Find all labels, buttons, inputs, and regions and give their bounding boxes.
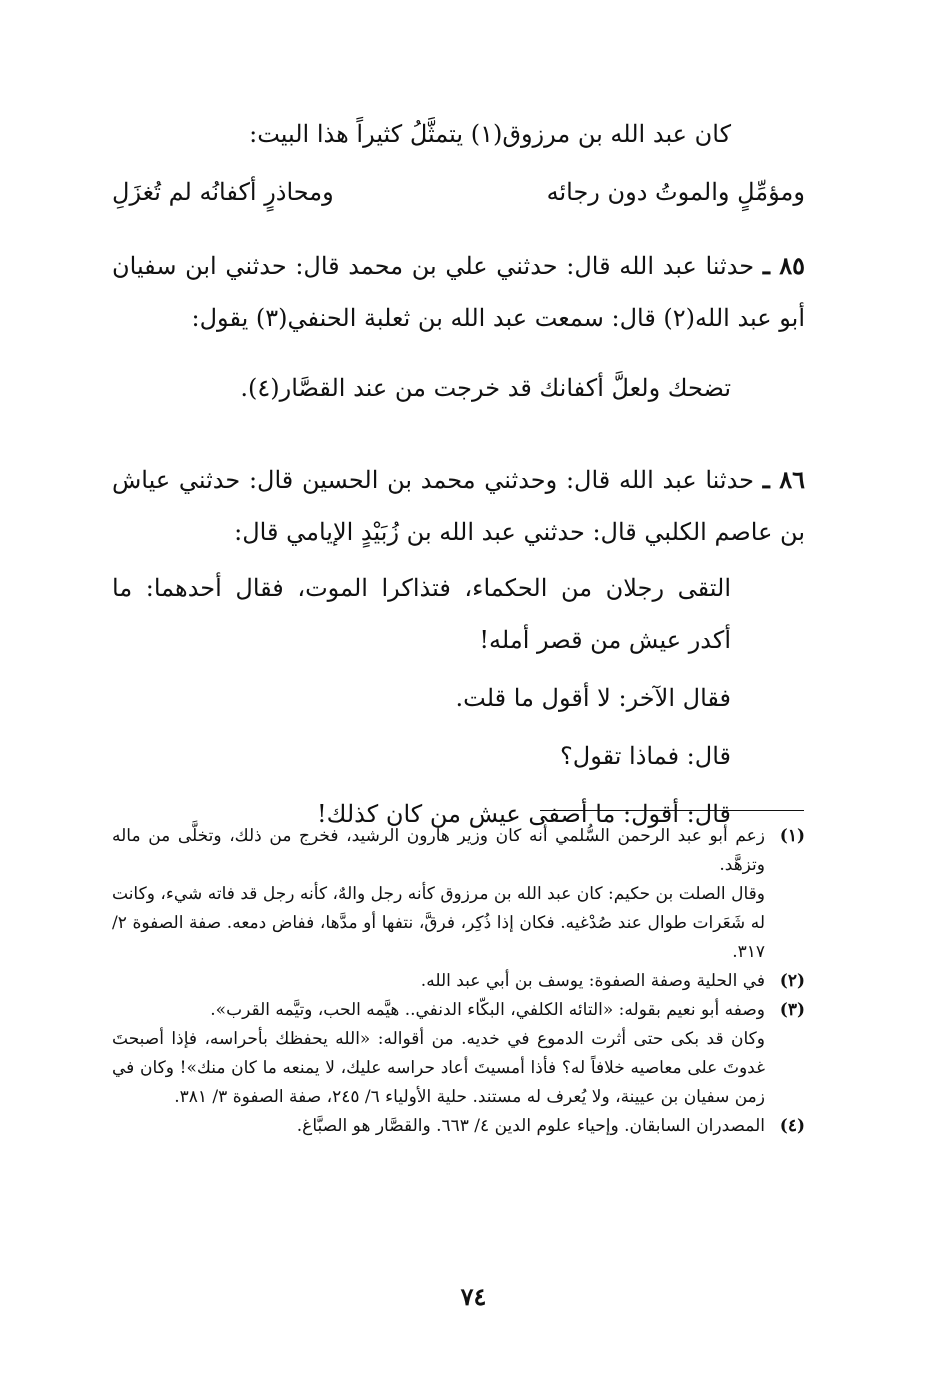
paragraph-number: ٨٦ ـ xyxy=(762,465,806,494)
footnote-text: المصدران السابقان. وإحياء علوم الدين ٤/ ٦٦٣. والقصَّار هو الصبَّاغ. xyxy=(296,1116,765,1136)
paragraph-86 xyxy=(112,454,805,558)
intro-line: كان عبد الله بن مرزوق(١) يتمثَّلُ كثيراً هذا البيت: xyxy=(249,120,731,148)
footnote-text: وصفه أبو نعيم بقوله: «التائه الكلفي، البكّاء الدنفي.. هيَّمه الحب، وتيَّمه القرب». xyxy=(210,1000,765,1020)
footnote-number: (٤) xyxy=(779,1116,805,1136)
footnote xyxy=(112,1112,805,1141)
footnote-number: (١) xyxy=(779,826,805,846)
paragraph-number: ٨٥ ـ xyxy=(762,251,805,280)
paragraph-85-quote: تضحك ولعلَّ أكفانك قد خرجت من عند القصَّار(٤). xyxy=(240,374,731,402)
paragraph-text: حدثنا عبد الله قال: وحدثني محمد بن الحسين قال: حدثني عياش بن عاصم الكلبي قال: حدثني عبد الله بن زُبَيْدٍ الإيامي قال: xyxy=(112,466,805,546)
footnote-separator xyxy=(540,810,804,811)
poetry-verse xyxy=(112,166,805,218)
paragraph-text: حدثنا عبد الله قال: حدثني علي بن محمد قال: حدثني ابن سفيان أبو عبد الله(٢) قال: سمعت عبد الله بن ثعلبة الحنفي(٣) يقول: xyxy=(112,252,805,332)
paragraph-85 xyxy=(112,240,805,344)
footnote-text: زعم أبو عبد الرحمن السُّلمي أنه كان وزير هارون الرشيد، فخرج من ذلك، وتخلَّى من ماله وتزهَّد. xyxy=(112,826,765,875)
footnotes xyxy=(112,822,805,1141)
footnote xyxy=(112,967,805,996)
dialogue-line: فقال الآخر: لا أقول ما قلت. xyxy=(455,684,731,712)
footnote-text: في الحلية وصفة الصفوة: يوسف بن أبي عبد الله. xyxy=(420,971,765,991)
verse-first-hemistich: ومؤمِّلٍ والموتُ دون رجائه xyxy=(546,178,805,206)
dialogue-line: قال: أقول: ما أصفى عيش من كان كذلك! xyxy=(317,800,731,828)
paragraph-86-story: التقى رجلان من الحكماء، فتذاكرا الموت، فقال أحدهما: ما أكدر عيش من قصر أمله! xyxy=(112,574,731,654)
footnote-extra: وكان قد بكى حتى أثرت الدموع في خديه. من أقواله: «الله يحفظك بأحراسه، فإذا أصبحتَ غدوتَ على معاصيه خلافاً له؟ فأذا أمسيتَ أعاد حراسه عليك، لا يمنعه ما كان منك»! وكان في زمن سفيان بن عيينة، ولا يُعرف له مستند. حلية الأولياء ٦/ ٢٤٥، صفة الصفوة ٣/ ٣٨١. xyxy=(112,1029,765,1107)
verse-second-hemistich: ومحاذرٍ أكفانُه لم تُغزَلِ xyxy=(112,178,334,206)
footnote-extra: وقال الصلت بن حكيم: كان عبد الله بن مرزوق كأنه رجل والهٌ، كأنه رجل قد فاته شيء، وكانت له شَعَرات طوال عند صُدْغيه. فكان إذا ذُكِر، فرقَّ، نتفها أو مدَّها، ففاض دمعه. صفة الصفوة ٢/ ٣١٧. xyxy=(112,884,765,962)
dialogue-line: قال: فماذا تقول؟ xyxy=(560,742,731,770)
main-text xyxy=(112,108,805,840)
footnote-number: (٣) xyxy=(779,1000,805,1020)
footnote xyxy=(112,996,805,1112)
footnote xyxy=(112,822,805,967)
page-number: ٧٤ xyxy=(460,1282,487,1311)
footnote-number: (٢) xyxy=(779,971,805,991)
